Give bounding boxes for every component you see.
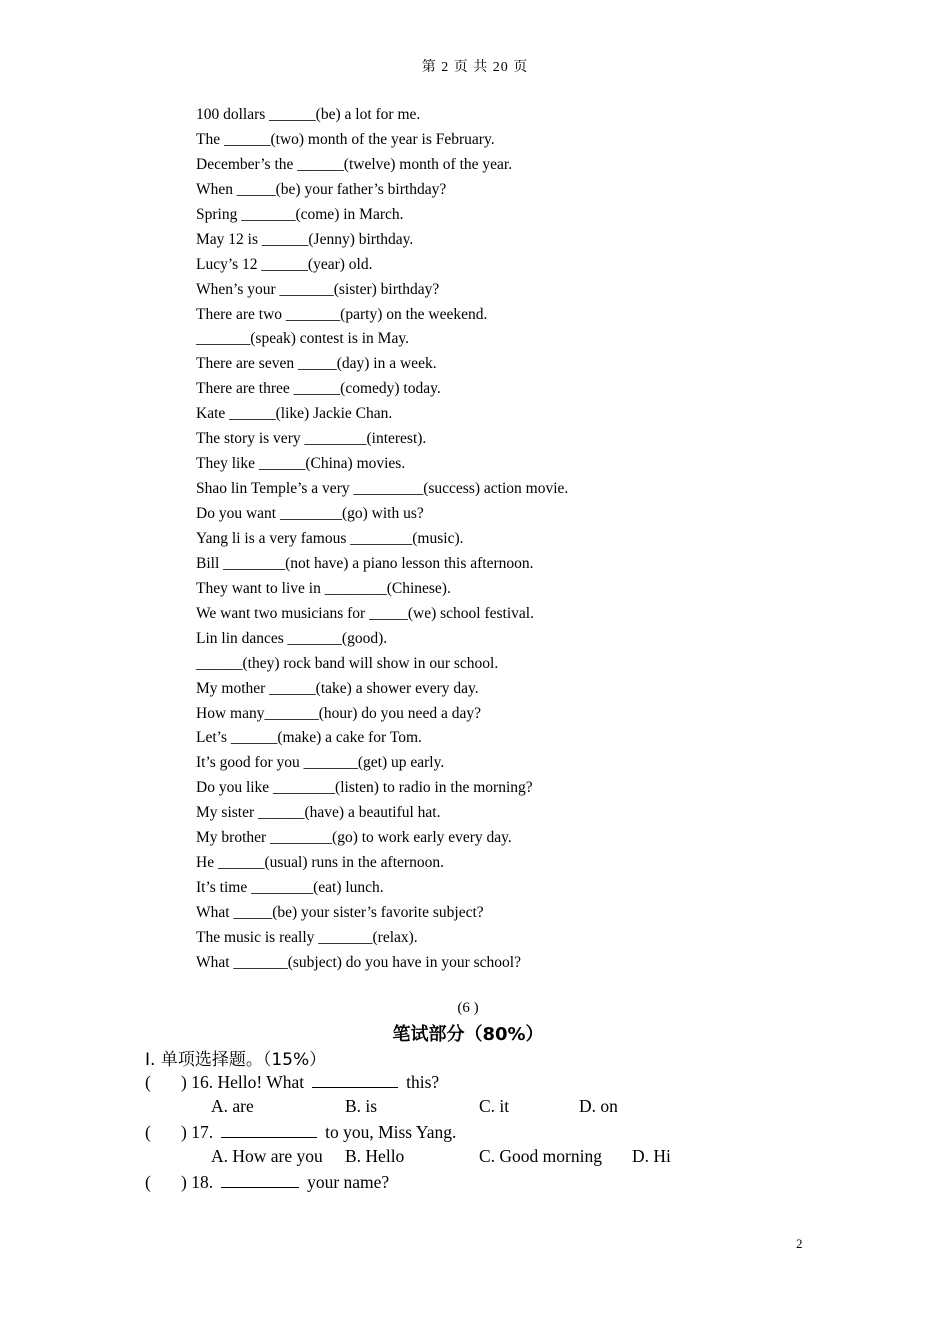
exercise-item: May 12 is ______(Jenny) birthday. xyxy=(196,230,414,248)
answer-blank xyxy=(312,1071,398,1088)
option-c: C. Good morning xyxy=(479,1146,602,1166)
exercise-item: Bill ________(not have) a piano lesson this afternoon. xyxy=(196,554,534,572)
option-d: D. on xyxy=(579,1096,618,1116)
exercise-item: The story is very ________(interest). xyxy=(196,430,427,448)
exercise-item: Lin lin dances _______(good). xyxy=(196,629,388,647)
exercise-item: There are two _______(party) on the weekend. xyxy=(196,305,488,323)
question-18 xyxy=(145,1171,389,1193)
exercise-item: They want to live in ________(Chinese). xyxy=(196,579,451,597)
option-b: B. Hello xyxy=(345,1146,405,1166)
option-b: B. is xyxy=(345,1096,378,1116)
exercise-item: We want two musicians for _____(we) school festival. xyxy=(196,604,534,622)
part-title: I. 单项选择题。（15%） xyxy=(145,1050,327,1070)
exercise-item: Spring _______(come) in March. xyxy=(196,205,404,223)
exercise-item: 100 dollars ______(be) a lot for me. xyxy=(196,106,421,123)
exercise-item: Shao lin Temple’s a very _________(success) action movie. xyxy=(196,480,569,498)
exercise-item: What _______(subject) do you have in your school? xyxy=(196,953,521,971)
exercise-item: December’s the ______(twelve) month of the year. xyxy=(196,155,513,173)
option-a: A. How are you xyxy=(211,1146,323,1166)
exercise-item: My brother ________(go) to work early every day. xyxy=(196,829,512,847)
exercise-item: Yang li is a very famous ________(music). xyxy=(196,529,464,547)
question-17 xyxy=(145,1121,456,1143)
question-16 xyxy=(145,1071,439,1093)
fill-in-exercise-list xyxy=(196,103,568,976)
answer-paren: ( xyxy=(145,1172,151,1192)
answer-paren: ( xyxy=(145,1072,151,1092)
option-a: A. are xyxy=(211,1096,254,1116)
page-header: 第 2 页 共 20 页 xyxy=(421,60,529,75)
question-stem: ) 16. Hello! What xyxy=(181,1072,305,1092)
answer-paren: ( xyxy=(145,1122,151,1142)
exercise-item: Kate ______(like) Jackie Chan. xyxy=(196,405,393,423)
section-title: 笔试部分（80%） xyxy=(392,1024,544,1045)
section-number: (6 ) xyxy=(457,1000,479,1016)
exercise-item: My mother ______(take) a shower every day. xyxy=(196,679,479,697)
question-stem: ) 18. xyxy=(181,1172,214,1192)
exercise-item: It’s good for you _______(get) up early. xyxy=(196,754,445,772)
exercise-item: Let’s ______(make) a cake for Tom. xyxy=(196,729,422,747)
exercise-item: How many_______(hour) do you need a day? xyxy=(196,704,481,722)
exercise-item: _______(speak) contest is in May. xyxy=(196,330,409,348)
exercise-item: The ______(two) month of the year is February. xyxy=(196,130,495,148)
option-c: C. it xyxy=(479,1096,510,1116)
exercise-item: Do you like ________(listen) to radio in the morning? xyxy=(196,779,533,797)
question-tail: to you, Miss Yang. xyxy=(325,1122,457,1142)
exercise-item: They like ______(China) movies. xyxy=(196,455,406,473)
exercise-item: What _____(be) your sister’s favorite subject? xyxy=(196,904,484,921)
exercise-item: ______(they) rock band will show in our school. xyxy=(196,654,499,672)
exercise-item: It’s time ________(eat) lunch. xyxy=(196,879,384,897)
page-number: 2 xyxy=(796,1236,803,1251)
exercise-item: There are seven _____(day) in a week. xyxy=(196,355,437,373)
question-stem: ) 17. xyxy=(181,1122,214,1142)
exercise-item: The music is really _______(relax). xyxy=(196,928,418,946)
exercise-item: When’s your _______(sister) birthday? xyxy=(196,280,440,298)
answer-blank xyxy=(221,1171,299,1188)
exercise-item: He ______(usual) runs in the afternoon. xyxy=(196,854,444,872)
exercise-item: When _____(be) your father’s birthday? xyxy=(196,180,447,198)
exercise-item: Do you want ________(go) with us? xyxy=(196,505,424,522)
answer-blank xyxy=(221,1121,317,1138)
exercise-item: There are three ______(comedy) today. xyxy=(196,380,441,398)
exercise-item: My sister ______(have) a beautiful hat. xyxy=(196,804,441,822)
option-d: D. Hi xyxy=(632,1146,671,1166)
question-tail: your name? xyxy=(307,1172,390,1192)
exercise-item: Lucy’s 12 ______(year) old. xyxy=(196,255,373,273)
question-tail: this? xyxy=(406,1072,440,1092)
